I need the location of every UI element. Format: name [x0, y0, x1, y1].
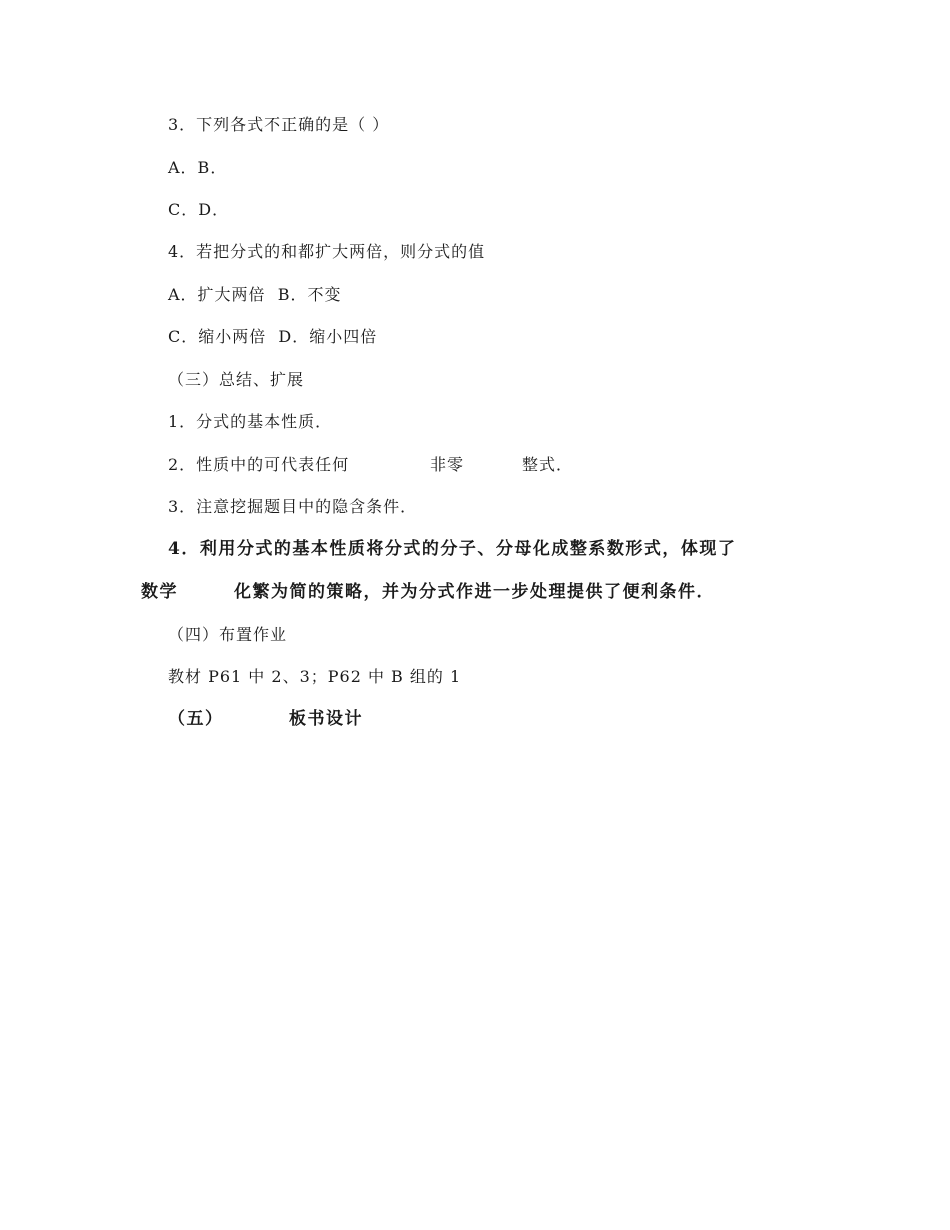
summary-item-2: 2．性质中的可代表任何 — [168, 455, 350, 474]
summary-item-2-polynomial: 整式． — [522, 455, 574, 474]
section-homework-heading: （四）布置作业 — [168, 625, 288, 644]
homework-text: 教材 P61 中 2、3；P62 中 B 组的 1 — [168, 667, 462, 686]
section-board-design-title: 板书设计 — [289, 709, 363, 729]
question-4-options-a-b: A．扩大两倍 B．不变 — [168, 285, 342, 304]
summary-item-4-continuation: 化繁为简的策略，并为分式作进一步处理提供了便利条件． — [234, 582, 715, 602]
question-4-options-c-d: C．缩小两倍 D．缩小四倍 — [168, 327, 378, 346]
summary-item-2-nonzero: 非零 — [430, 455, 465, 474]
summary-item-4: 4．利用分式的基本性质将分式的分子、分母化成整系数形式，体现了 — [168, 539, 737, 559]
section-board-design-number: （五） — [168, 709, 224, 729]
question-3: 3．下列各式不正确的是（ ） — [168, 115, 390, 134]
summary-item-1: 1．分式的基本性质． — [168, 412, 333, 431]
summary-item-3: 3．注意挖掘题目中的隐含条件． — [168, 497, 418, 516]
options-a-b: A．B． — [168, 158, 228, 177]
options-c-d: C．D． — [168, 200, 230, 219]
summary-item-4-math: 数学 — [141, 582, 178, 602]
section-summary-heading: （三）总结、扩展 — [168, 370, 305, 389]
question-4: 4．若把分式的和都扩大两倍，则分式的值 — [168, 242, 486, 261]
